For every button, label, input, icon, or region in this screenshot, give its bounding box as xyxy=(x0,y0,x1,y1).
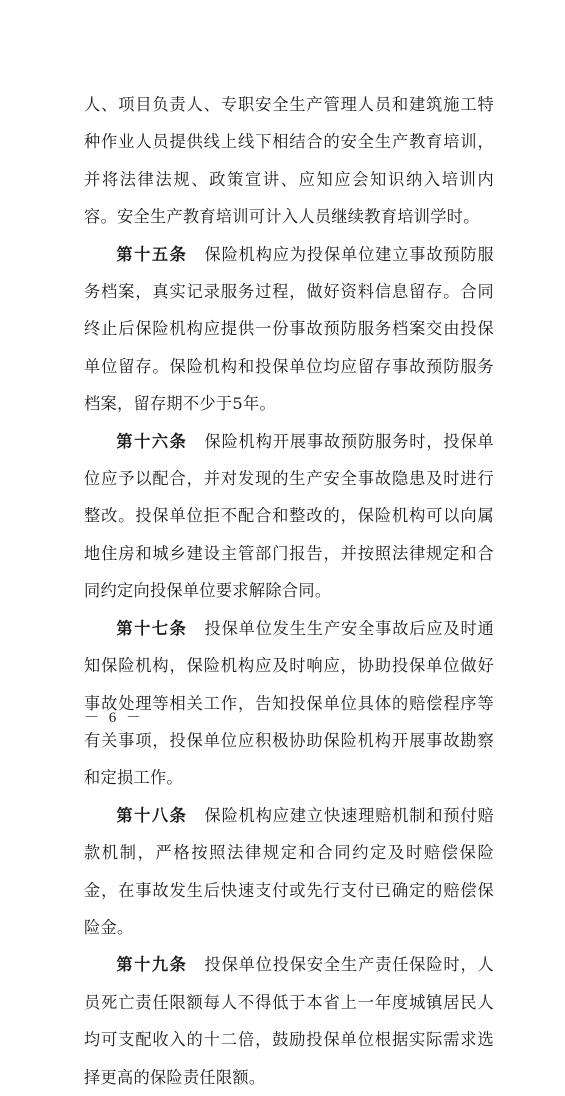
article-text: 保险机构开展事故预防服务时，投保单位应予以配合，并对发现的生产安全事故隐患及时进行整改。投保单位拒不配合和整改的，保险机构可以向属地住房和城乡建设主管部门报告，并按照法律规定和合同约定向投保单位要求解除合同。 xyxy=(84,431,494,601)
article-19 xyxy=(84,946,494,1096)
document-body xyxy=(84,86,494,1096)
article-text: 保险机构应为投保单位建立事故预防服务档案，真实记录服务过程，做好资料信息留存。合同终止后保险机构应提供一份事故预防服务档案交由投保单位留存。保险机构和投保单位均应留存事故预防服务档案，留存期不少于5年。 xyxy=(84,244,494,414)
article-18 xyxy=(84,797,494,947)
article-text: 投保单位投保安全生产责任保险时，人员死亡责任限额每人不得低于本省上一年度城镇居民人均可支配收入的十二倍，鼓励投保单位根据实际需求选择更高的保险责任限额。 xyxy=(84,955,494,1087)
paragraph-continuation xyxy=(84,86,494,236)
paragraph-text: 人、项目负责人、专职安全生产管理人员和建筑施工特种作业人员提供线上线下相结合的安全生产教育培训，并将法律法规、政策宣讲、应知应会知识纳入培训内容。安全生产教育培训可计入人员继续教育培训学时。 xyxy=(84,95,494,227)
article-text: 投保单位发生生产安全事故后应及时通知保险机构，保险机构应及时响应，协助投保单位做好事故处理等相关工作，告知投保单位具体的赔偿程序等有关事项，投保单位应积极协助保险机构开展事故勘察和定损工作。 xyxy=(84,618,494,788)
page-number: － 6 － xyxy=(84,710,145,726)
article-17 xyxy=(84,610,494,797)
article-15 xyxy=(84,236,494,423)
article-text: 保险机构应建立快速理赔机制和预付赔款机制，严格按照法律规定和合同约定及时赔偿保险金，在事故发生后快速支付或先行支付已确定的赔偿保险金。 xyxy=(84,805,494,937)
article-number: 第十七条 xyxy=(116,618,188,638)
article-number: 第十九条 xyxy=(116,955,188,975)
article-16 xyxy=(84,423,494,610)
article-number: 第十六条 xyxy=(116,431,188,451)
article-number: 第十八条 xyxy=(116,805,188,825)
article-number: 第十五条 xyxy=(116,244,188,264)
